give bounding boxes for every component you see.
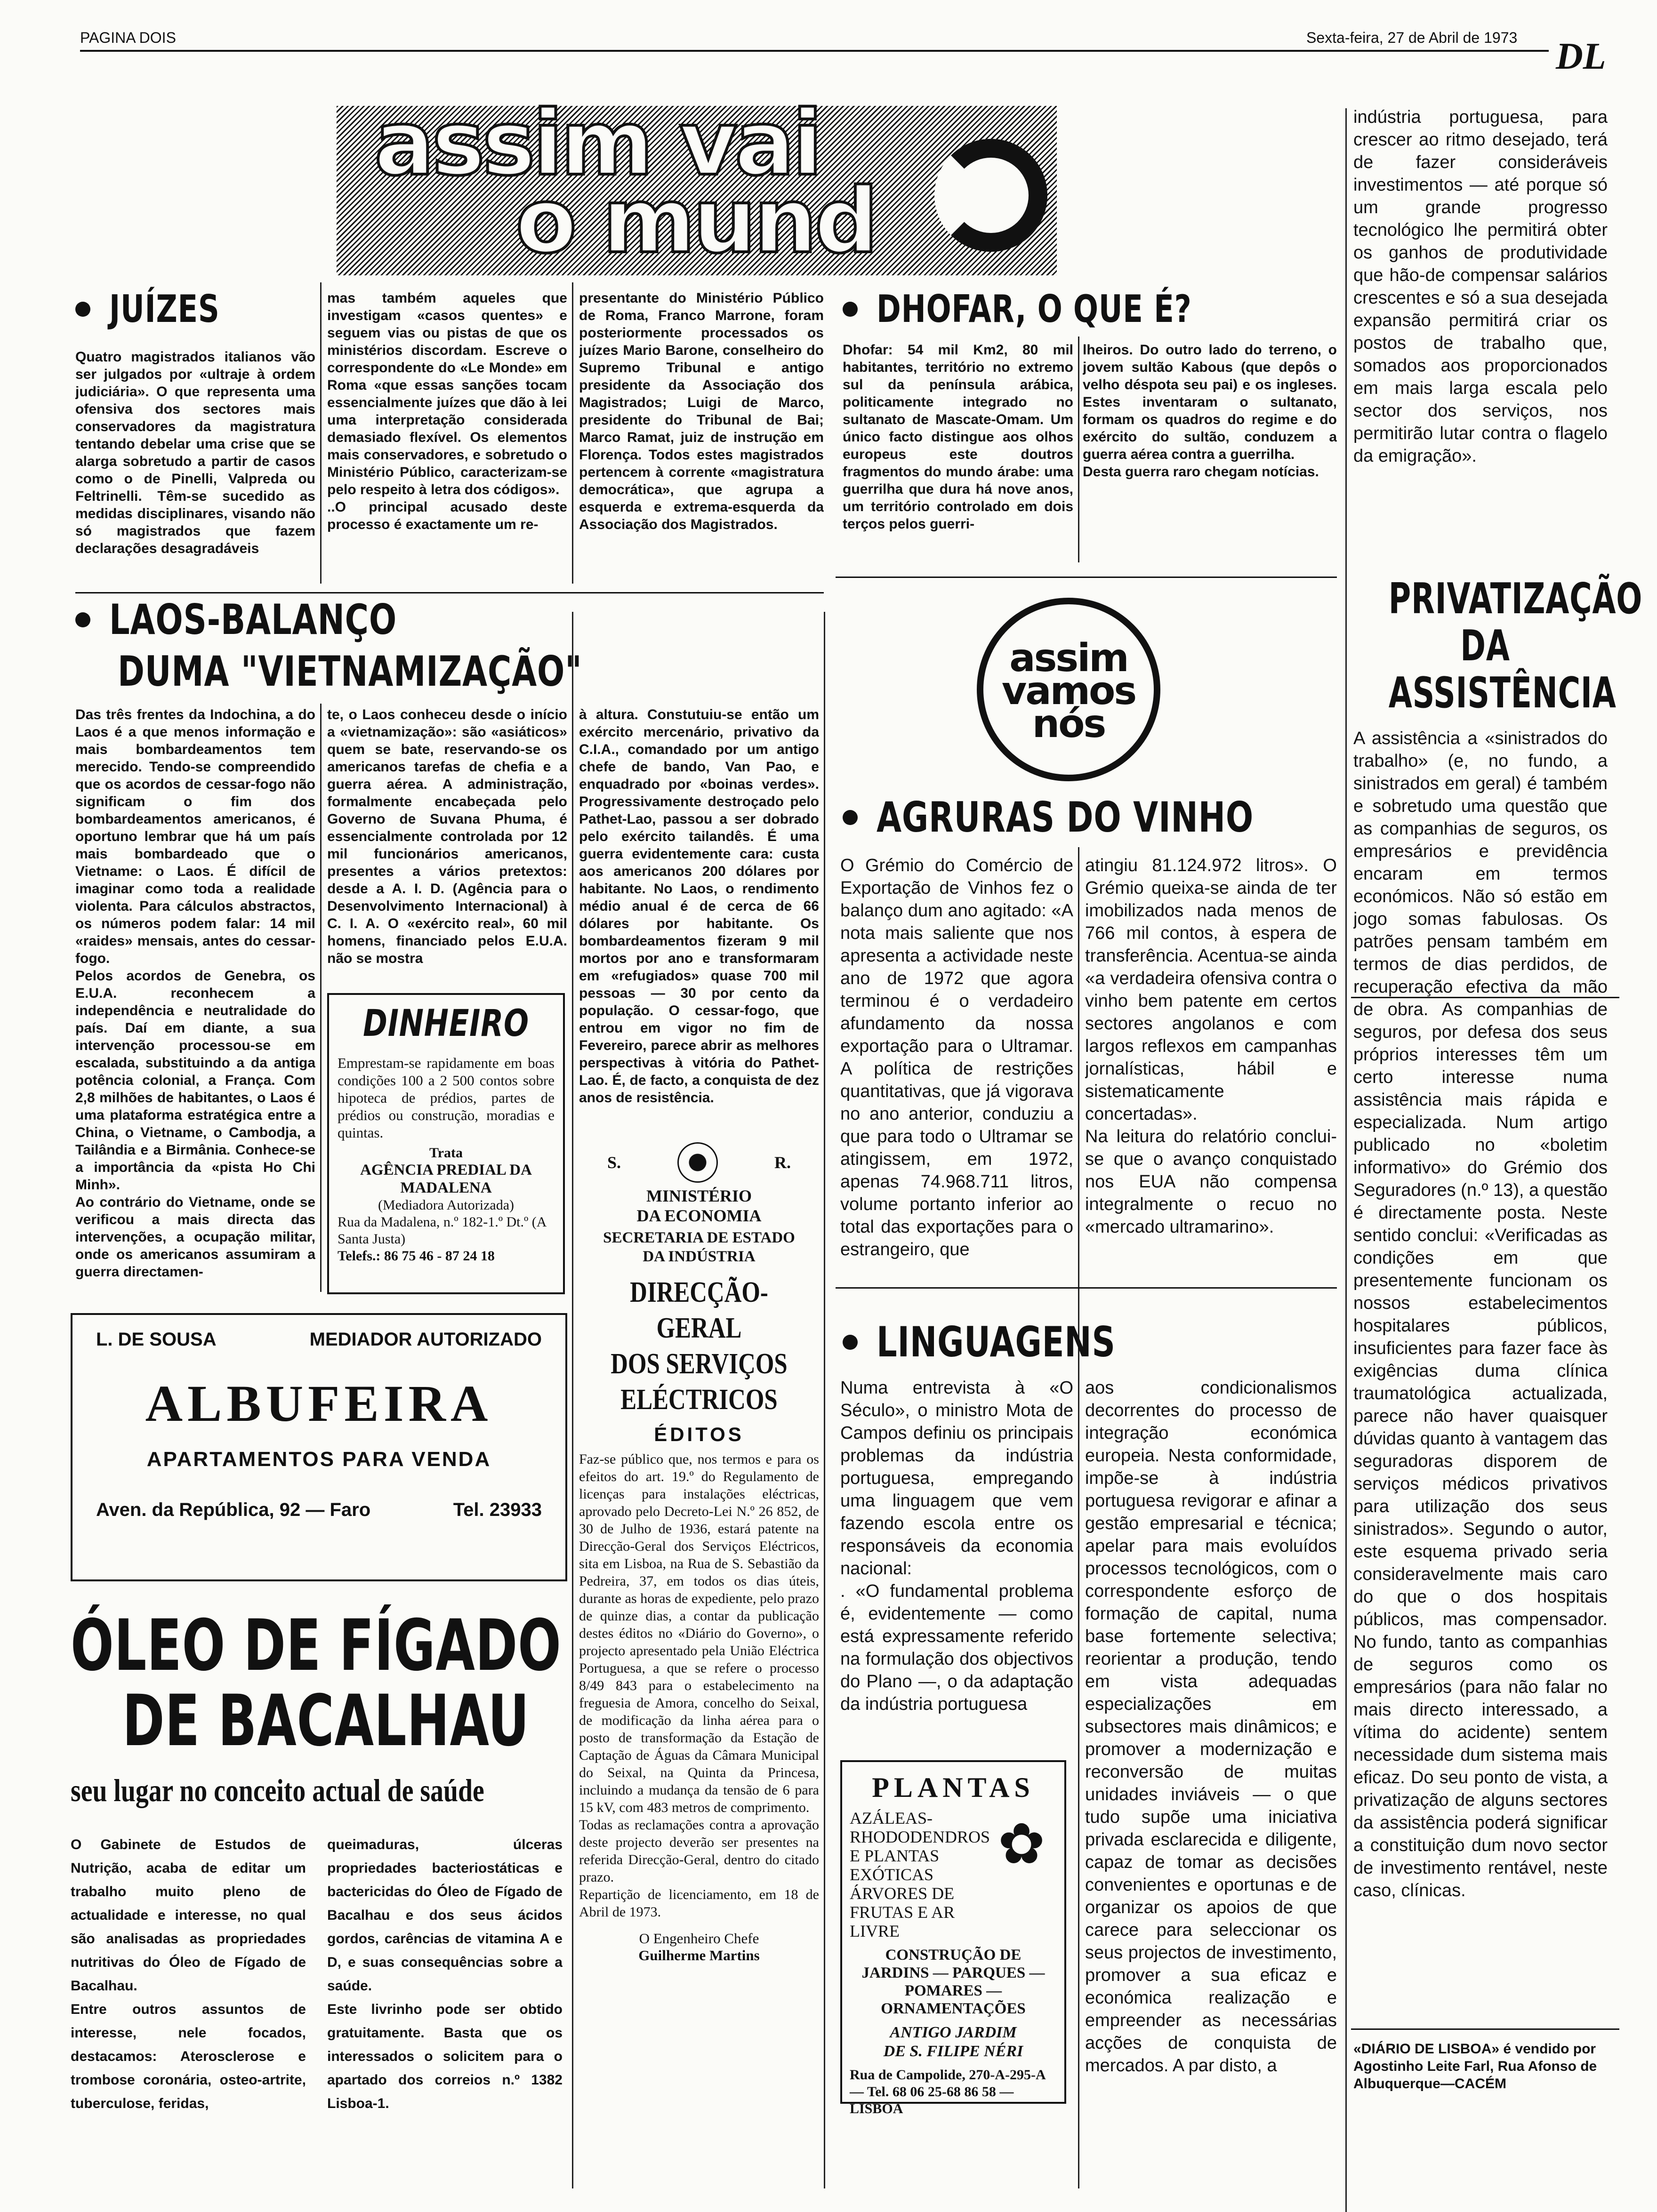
oleo-col1: O Gabinete de Estudos de Nutrição, acaba de editar um trabalho muito pleno de actualidade e interesse, no qual são analisadas as propriedades nutritivas do Óleo de Fígado de Bacalhau. Entre outros assuntos de interesse, nele focados, destacamos: Aterosclerose e trombose coronária, osteo-artrite, tuberculose, feridas,	[71, 1837, 306, 2111]
laos-heading	[75, 595, 478, 644]
albufeira-phone: Tel. 23933	[453, 1499, 542, 1520]
bullet-icon	[843, 810, 858, 825]
section-rule	[836, 1287, 1337, 1289]
banner-us-line3: nós	[1032, 702, 1105, 746]
agruras-heading	[843, 793, 1360, 842]
column-divider	[572, 282, 573, 584]
plantas-title: PLANTAS	[872, 1772, 1035, 1803]
banner-us-line2: vamos	[1001, 669, 1136, 713]
ministerio-line4: DA INDÚSTRIA	[643, 1248, 756, 1265]
industria-continuation: indústria portuguesa, para crescer ao ritmo desejado, terá de fazer consideráveis investimentos — até porque só um grande progresso tecnológico lhe permitirá obter os ganhos de produtividade que hão-de compensar salários crescentes e só a sua desejada expansão permitirá criar os postos de trabalho que, somados aos proporcionados em mais larga escala pelo sector dos serviços, nos permitirão lutar contra o flagelo da emigração».	[1353, 107, 1608, 466]
bullet-icon	[75, 612, 90, 627]
dinheiro-body: Emprestam-se rapidamente em boas condições 100 a 2 500 contos sobre hipoteca de prédios, partes de prédios ou construção, moradias e quintas.	[338, 1055, 555, 1141]
laos-col3: à altura. Constutuiu-se então um exército mercenário, privativo da C.I.A., comandado por um antigo chefe de bando, Van Pao, e enquadrado por «boinas verdes». Progressivamente destroçado pelo Pathet-Lao, passou a ser dobrado pelo exército tailandês. É uma guerra evidentemente cara: custa aos americanos 200 dólares por habitante. No Laos, o rendimento médio anual é de cerca de 66 dólares por habitante. Os bombardeamentos fizeram 9 mil mortos por ano e transformaram em «refugiados» quase 700 mil pessoas — 30 por cento da população. O cessar-fogo, que entrou em vigor no fim de Fevereiro, parece abrir as melhores perspectivas à vitória do Pathet-Lao. É, de facto, a conquista de dez anos de resistência.	[579, 707, 819, 1106]
plantas-body: AZÁLEAS-RHODODENDROS E PLANTAS EXÓTICAS ÁRVORES DE FRUTAS E AR LIVRE	[850, 1809, 990, 1940]
albufeira-role: MEDIADOR AUTORIZADO	[309, 1329, 542, 1350]
ministerio-body: Faz-se público que, nos termos e para os efeitos do art. 19.º do Regulamento de licenças para instalações eléctricas, aprovado pelo Decreto-Lei N.º 26 852, de 30 de Julho de 1936, estará patente na Direcção-Geral dos Serviços Eléctricos, sita em Lisboa, na Rua de S. Sebastião da Pedreira, 37, em todos os dias úteis, durante as horas de expediente, pelo prazo de quinze dias, a contar da publicação destes éditos no «Diário do Governo», o projecto apresentado pela União Eléctrica Portuguesa, a que se refere o processo 8/49 843 para o estabelecimento na freguesia de Amora, concelho do Seixal, de modificação da linha aérea para o posto de transformação da Estação de Captação de Águas da Câmara Municipal do Seixal, na Quinta da Princesa, incluindo a mudança da tensão de 6 para 15 kV, com 483 metros de comprimento. Todas as reclamações contra a aprovação deste projecto deverão ser presentes na referida Direcção-Geral, dentro do citado prazo. Repartição de licenciamento, em 18 de Abril de 1973.	[579, 1451, 819, 1920]
ministerio-big2: DOS SERVIÇOS	[611, 1348, 788, 1380]
notice-ministerio	[579, 1139, 819, 2193]
coat-of-arms-icon	[677, 1142, 718, 1183]
oleo-title-1: ÓLEO DE FÍGADO	[71, 1605, 562, 1687]
plantas-address: Rua de Campolide, 270-A-295-A — Tel. 68 06 25-68 86 58 — LISBOA	[850, 2067, 1046, 2116]
column-divider	[1078, 337, 1079, 562]
privatizacao-title-1: PRIVATIZAÇÃO	[1388, 574, 1643, 624]
albufeira-address: Aven. da República, 92 — Faro	[96, 1499, 371, 1520]
column-divider	[572, 612, 573, 2188]
privatizacao-title-2: DA	[1460, 621, 1510, 671]
distribution-note: «DIÁRIO DE LISBOA» é vendido por Agostinho Leite Farl, Rua Afonso de Albuquerque—CACÉM	[1353, 2041, 1597, 2092]
albufeira-title: ALBUFEIRA	[145, 1375, 493, 1432]
section-rule	[1351, 2028, 1619, 2030]
oleo-title-2: DE BACALHAU	[122, 1680, 530, 1762]
dinheiro-agency: AGÊNCIA PREDIAL DA MADALENA	[360, 1162, 532, 1196]
laos-col2: te, o Laos conheceu desde o início a «vietnamização»: são «asiáticos» quem se bate, reservando-se os americanos tarefas de chefia e a guerra aérea. A administração, formalmente encabeçada pelo Governo de Suvana Phuma, é essencialmente controlada por 12 mil funcionários americanos, presentes a vários pretextos: desde a A. I. D. (Agência para o Desenvolvimento Internacional) à C. I. A. O «exército real», 60 mil homens, financiado pelos E.U.A. não se mostra	[327, 707, 567, 966]
bullet-icon	[843, 1335, 858, 1350]
dhofar-col2: lheiros. Do outro lado do terreno, o jovem sultão Kabous (que depôs o velho déspota seu pai) e os ingleses. Estes inventaram o sultanato, formam os quadros do regime e do exército do sultão, conduzem a guerra aérea contra a guerrilha. Desta guerra raro chegam notícias.	[1083, 342, 1337, 480]
ministerio-big1: DIRECÇÃO-GERAL	[630, 1276, 768, 1344]
linguagens-col2: aos condicionalismos decorrentes do processo de integração económica europeia. Nesta conformidade, impõe-se à indústria portuguesa revigorar e afinar a gestão empresarial e técnica; apelar para mais evoluídos processos tecnológicos, com o correspondente esforço de formação de capital, numa base fortemente selectiva; reorientar a produção, tendo em vista adequadas especializações em subsectores mais dinâmicos; e promover a modernização e reconversão de muitas unidades inviáveis — o que tudo supõe uma iniciativa privada esclarecida e diligente, capaz de tomar as decisões convenientes e oportunas e de organizar os apoios de que carece para seleccionar os seus projectos de investimento, promover a sua eficaz e económica realização e empreender as necessárias acções de conquista de mercados. A par disto, a	[1085, 1378, 1337, 2076]
column-divider	[1345, 108, 1347, 2212]
albufeira-subtitle: APARTAMENTOS PARA VENDA	[146, 1448, 491, 1471]
albufeira-agent: L. DE SOUSA	[96, 1329, 217, 1350]
newspaper-logo: DL	[1556, 36, 1606, 77]
column-divider	[824, 612, 825, 2188]
section-rule	[836, 577, 1337, 578]
column-divider	[320, 282, 322, 584]
flower-icon: ✿	[997, 1812, 1046, 1875]
linguagens-title: LINGUAGENS	[877, 1318, 1116, 1366]
plantas-services: CONSTRUÇÃO DE JARDINS — PARQUES — POMARES — ORNAMENTAÇÕES	[861, 1947, 1045, 2017]
agruras-col2: atingiu 81.124.972 litros». O Grémio queixa-se ainda de ter imobilizados nada menos de 766 mil contos, à espera de transferência. Acentua-se ainda «a verdadeira ofensiva contra o vinho bem patente em certos sectores angolanos e com largos reflexos em campanhas jornalísticas, hábil e sistematicamente concertadas». Na leitura do relatório conclui-se que o avanço conquistado nos EUA não compensa integralmente o recuo no «mercado ultramarino».	[1085, 856, 1337, 1237]
column-divider	[320, 704, 322, 1292]
dinheiro-sub: (Mediadora Autorizada)	[378, 1197, 515, 1213]
banner-us-line1: assim	[1009, 636, 1128, 681]
dhofar-heading	[843, 287, 1280, 329]
juizes-heading	[75, 287, 251, 329]
laos-title-1: LAOS-BALANÇO	[109, 595, 397, 644]
juizes-col1: Quatro magistrados italianos vão ser julgados por «ultraje à ordem judiciária». O que representa uma ofensiva dos sectores mais conservadores da magistratura tentando debelar uma crise que se alarga sobretudo a partir de casos como o de Pinelli, Valpreda ou Feltrinelli. Têm-se sucedido as medidas disciplinares, visando não só magistrados que fazem declarações desagradáveis	[75, 349, 315, 556]
bullet-icon	[843, 302, 858, 317]
section-rule	[75, 592, 824, 593]
ministerio-left-mark: S.	[607, 1153, 621, 1172]
page-label: PAGINA DOIS	[80, 29, 176, 46]
plantas-name2: DE S. FILIPE NÉRI	[883, 2043, 1023, 2060]
ministerio-right-mark: R.	[774, 1153, 791, 1172]
column-divider	[1078, 847, 1079, 2188]
laos-title-2: DUMA "VIETNAMIZAÇÃO"	[118, 647, 582, 696]
ministerio-sign1: O Engenheiro Chefe	[639, 1930, 759, 1947]
linguagens-col1: Numa entrevista à «O Século», o ministro Mota de Campos definiu os principais problemas da indústria portuguesa, empregando uma linguagem que vem fazendo escola entre os responsáveis da economia nacional: . «O fundamental problema é, evidentemente — como está expressamente referido na formulação dos objectivos do Plano —, o da adaptação da indústria portuguesa	[840, 1378, 1073, 1714]
ministerio-line1: MINISTÉRIO	[646, 1186, 752, 1205]
agruras-title: AGRURAS DO VINHO	[877, 793, 1254, 842]
laos-col1: Das três frentes da Indochina, a do Laos é a que menos informação e mais bombardeamentos tem merecido. Tendo-se compreendido que os acordos de cessar-fogo não significam o fim dos bombardeamentos americanos, é oportuno lembrar que há um país mais bombardeado que o Vietname: o Laos. É difícil de imaginar como toda a realidade violenta. Para cálculos abstractos, os números podem falar: 14 mil «raides» mensais, antes do cessar-fogo. Pelos acordos de Genebra, os E.U.A. reconhecem a independência e neutralidade do país. Daí em diante, a sua intervenção processou-se em escalada, substituindo a da antiga potência colonial, a França. Com 2,8 milhões de habitantes, o Laos é uma plataforma estratégica entre a China, o Vietname, o Cambodja, a Tailândia e a Birmânia. Conhece-se a importância da «pista Ho Chi Minh». Ao contrário do Vietname, onde se verificou a mais directa das intervenções, a ocupação militar, onde os americanos assumiram a guerra directamen-	[75, 707, 315, 1280]
issue-date: Sexta-feira, 27 de Abril de 1973	[1306, 29, 1518, 46]
banner-world-line2: o mund	[515, 169, 876, 273]
ministerio-line3: SECRETARIA DE ESTADO	[603, 1229, 795, 1246]
bullet-icon	[75, 302, 90, 317]
privatizacao-body: A assistência a «sinistrados do trabalho» (e, no fundo, a sinistrados em geral) é também e sobretudo uma questão que as companhias de seguros, os empresários e previdência encaram em termos económicos. Não só estão em jogo somas fabulosas. Os patrões pensam também em termos de dias perdidos, de recuperação efectiva da mão de obra. As companhias de seguros, por defesa dos seus próprios interesses têm um certo interesse numa assistência mais rápida e especializada. Num artigo publicado no «boletim informativo» do Grémio dos Seguradores (n.º 13), a questão é directamente posta. Neste sentido conclui: «Verificadas as condições em que presentemente funcionam os nossos estabelecimentos hospitalares públicos, insuficientes para fazer face às exigências duma clínica traumatológica actualizada, parece não haver quaisquer dúvidas quanto à vantagem das seguradoras disporem de serviços médicos privativos para utilização dos seus sinistrados». Segundo o autor, este esquema privado seria consideravelmente mais caro do que o dos hospitais públicos, mas compensador. No fundo, tanto as companhias de seguros como os empresários (para não falar no mais directo interessado, a vítima do acidente) sentem necessidade dum sistema mais eficaz. Do seu ponto de vista, a privatização de alguns sectores da assistência poderá significar a constituição dum novo sector de investimento rentável, neste caso, clínicas.	[1353, 729, 1608, 1900]
ministerio-sign2: Guilherme Martins	[638, 1947, 760, 1964]
oleo-subtitle: seu lugar no conceito actual de saúde	[71, 1772, 484, 1808]
ad-plantas	[840, 1760, 1066, 2116]
ad-albufeira	[71, 1313, 567, 1581]
header-rule	[80, 50, 1549, 52]
juizes-col3: presentante do Ministério Público de Roma, Franco Marrone, foram posteriormente processados os juízes Mario Barone, conselheiro do Supremo Tribunal e antigo presidente da Associação dos Magistrados; Luigi de Marco, presidente do Tribunal de Bai; Marco Ramat, juiz de instrução em Florença. Todos estes magistrados pertencem à corrente «magistratura democrática», que agrupa a esquerda e extrema-esquerda da Associação dos Magistrados.	[579, 290, 824, 532]
dinheiro-phones: Telefs.: 86 75 46 - 87 24 18	[338, 1248, 495, 1264]
plantas-name1: ANTIGO JARDIM	[890, 2024, 1017, 2041]
linguagens-heading	[843, 1318, 1183, 1366]
banner-world-line1: assim vai	[374, 91, 820, 195]
ministerio-editos: ÉDITOS	[654, 1423, 744, 1445]
dinheiro-title: DINHEIRO	[363, 1002, 529, 1045]
globe-circle-icon	[934, 139, 1047, 252]
dinheiro-address: Rua da Madalena, n.º 182-1.º Dt.º (A Santa Justa)	[338, 1214, 546, 1247]
juizes-col2: mas também aqueles que investigam «casos quentes» e seguem vias ou pistas de que os ministérios discordam. Escreve o correspondente do «Le Monde» em Roma «que essas sanções tocam essencialmente juízes que dão à lei uma interpretação considerada demasiado flexível. Os elementos mais conservadores, e sobretudo o Ministério Público, caracterizam-se pelo respeito à letra dos códigos». ..O principal acusado deste processo é exactamente um re-	[327, 290, 567, 532]
ministerio-big3: ELÉCTRICOS	[620, 1384, 778, 1416]
ad-dinheiro	[327, 993, 565, 1294]
section-banner-us	[977, 598, 1160, 781]
dinheiro-trata: Trata	[429, 1145, 463, 1161]
oleo-col2: queimaduras, úlceras propriedades bacteriostáticas e bactericidas do Óleo de Fígado de Bacalhau e dos seus ácidos gordos, carências de vitamina A e D, e suas consequências sobre a saúde. Este livrinho pode ser obtido gratuitamente. Basta que os interessados o solicitem para o apartado dos correios n.º 1382 Lisboa-1.	[327, 1837, 563, 2111]
ministerio-line2: DA ECONOMIA	[636, 1206, 762, 1225]
privatizacao-title-3: ASSISTÊNCIA	[1388, 668, 1617, 718]
agruras-col1: O Grémio do Comércio de Exportação de Vinhos fez o balanço dum ano agitado: «A nota mais saliente que nos apresenta a actividade neste ano de 1972 que agora terminou é o verdadeiro afundamento da nossa exportação para o Ultramar. A política de restrições quantitativas, que já vigorava no ano anterior, conduziu a que para todo o Ultramar se atingissem, em 1972, apenas 74.968.711 litros, volume portanto inferior ao total das exportações para o estrangeiro, que	[840, 856, 1073, 1259]
section-banner-world	[337, 91, 1057, 275]
juizes-title: JUÍZES	[109, 287, 220, 331]
dhofar-title: DHOFAR, O QUE É?	[877, 287, 1192, 331]
dhofar-col1: Dhofar: 54 mil Km2, 80 mil habitantes, território no extremo sul da península arábica, politicamente integrado no sultanato de Mascate-Omam. Um único facto distingue aos olhos europeus este doutros fragmentos do mundo árabe: uma guerrilha que dura há nove anos, um território controlado em dois terços pelos guerri-	[843, 342, 1073, 532]
